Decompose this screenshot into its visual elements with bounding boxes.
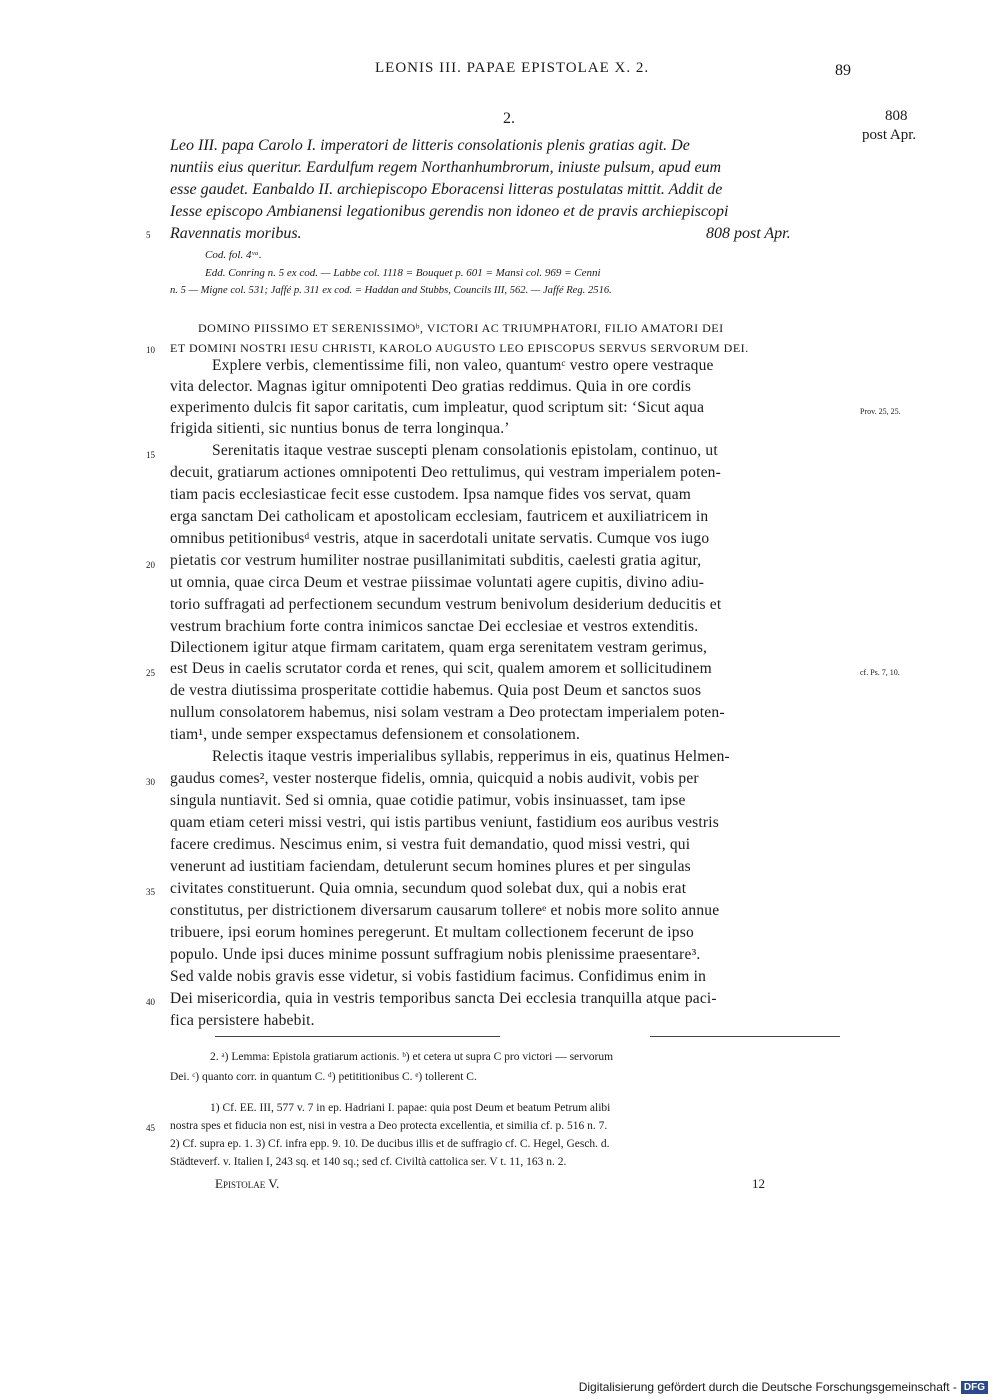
body-line: facere credimus. Nescimus enim, si vestra fuit demandatio, quod missi vestri, qui (170, 836, 691, 853)
running-header: LEONIS III. PAPAE EPISTOLAE X. 2. (375, 60, 650, 76)
body-line: Serenitatis itaque vestrae suscepti plenam consolationis epistolam, continuo, ut (212, 442, 718, 459)
footnote-line: 1) Cf. EE. III, 577 v. 7 in ep. Hadriani I. papae: quia post Deum et beatum Petrum alibi (210, 1102, 611, 1114)
body-line: Dilectionem igitur atque firmam caritatem, quam erga serenitatem vestram gerimus, (170, 639, 708, 656)
margin-reference: Prov. 25, 25. (860, 407, 901, 416)
body-line: experimento dulcis fit sapor caritatis, cum impleatur, quod scriptum sit: ‘Sicut aqua (170, 399, 705, 416)
body-line: singula nuntiavit. Sed si omnia, quae cotidie patimur, vobis insinuasset, tam ipse (170, 792, 686, 809)
body-line: fica persistere habebit. (170, 1012, 315, 1029)
body-line: civitates constituerunt. Quia omnia, secundum quod solebat dux, qui a nobis erat (170, 880, 687, 897)
line-number: 45 (146, 1123, 155, 1133)
body-line: pietatis cor vestrum humiliter nostrae pusillanimitati subditis, caelesti gratia agitur, (170, 552, 702, 569)
credit-text: Digitalisierung gefördert durch die Deutsche Forschungsgemeinschaft - (578, 1380, 957, 1394)
margin-year: 808 (885, 108, 908, 124)
footnote-line: nostra spes et fiducia non est, nisi in vestra a Deo protecta excellentia, et similia cf. p. 516 n. 7. (170, 1120, 608, 1132)
body-line: de vestra diutissima prosperitate cottidie habemus. Quia post Deum et sanctos suos (170, 682, 702, 699)
body-line: decuit, gratiarum actiones omnipotenti Deo rettulimus, qui vestram imperialem poten- (170, 464, 721, 481)
line-number: 15 (146, 450, 155, 460)
body-line: nullum consolatorem habemus, nisi solam vestram a Deo protectam imperialem poten- (170, 704, 725, 721)
body-line: ut omnia, quae circa Deum et vestrae piissimae voluntati agere cupitis, divino adiu- (170, 574, 705, 591)
line-number: 5 (146, 230, 151, 240)
body-line: tiam¹, unde semper exspectamus defensionem et consolationem. (170, 726, 581, 743)
lemma-line: Ravennatis moribus. (170, 225, 302, 242)
editions-line: Edd. Conring n. 5 ex cod. — Labbe col. 1118 = Bouquet p. 601 = Mansi col. 969 = Cenni (205, 267, 601, 279)
signature-gathering: 12 (752, 1176, 765, 1191)
line-number: 35 (146, 887, 155, 897)
body-line: tribuere, ipsi eorum homines peregerunt. Et multam collectionem fecerunt de ipso (170, 924, 694, 941)
body-line: omnibus petitionibusᵈ vestris, atque in sacerdotali unitate servatis. Cumque vos iugo (170, 530, 710, 547)
body-line: quam etiam ceteri missi vestri, qui istis partibus veniunt, fastidium eos auribus vestris (170, 814, 720, 831)
apparatus-line: 2. ᵃ) Lemma: Epistola gratiarum actionis. ᵇ) et cetera ut supra C pro victori — servorum (210, 1051, 614, 1063)
body-line: vestrum brachium forte contra inimicos sanctae Dei ecclesiae et vestros extenditis. (170, 618, 699, 635)
letter-number: 2. (503, 110, 515, 127)
body-line: torio suffragati ad perfectionem secundum vestrum benivolum desiderium deducitis et (170, 596, 722, 613)
body-line: est Deus in caelis scrutator corda et renes, qui scit, qualem amorem et sollicitudinem (170, 660, 712, 677)
lemma-line: nuntiis eius queritur. Eardulfum regem Northanhumbrorum, iniuste pulsum, apud eum (170, 159, 722, 176)
apparatus-line: Dei. ᶜ) quanto corr. in quantum C. ᵈ) petititionibus C. ᵉ) tollerent C. (170, 1071, 477, 1083)
footnote-line: Städteverf. v. Italien I, 243 sq. et 140 sq.; sed cf. Civiltà cattolica ser. V t. 11, 163 n. 2. (170, 1156, 567, 1168)
digitization-credit (579, 1380, 988, 1394)
codex-note: Cod. fol. 4ᵛᵃ. (205, 249, 262, 261)
address-line: ET DOMINI NOSTRI IESU CHRISTI, KAROLO AUGUSTO LEO EPISCOPUS SERVUS SERVORUM DEI. (170, 341, 749, 355)
body-line: Relectis itaque vestris imperialibus syllabis, repperimus in eis, quatinus Helmen- (212, 748, 730, 765)
body-line: erga sanctam Dei catholicam et apostolicam ecclesiam, fautricem et auxiliatricem in (170, 508, 709, 525)
line-number: 40 (146, 997, 155, 1007)
lemma-line: Leo III. papa Carolo I. imperatori de litteris consolationis plenis gratias agit. De (170, 137, 690, 154)
body-line: constitutus, per districtionem diversarum causarum tollereᵉ et nobis more solito annue (170, 902, 720, 919)
body-line: tiam pacis ecclesiasticae fecit esse custodem. Ipsa namque fides vos servat, quam (170, 486, 692, 503)
divider (650, 1036, 840, 1037)
lemma-line: Iesse episcopo Ambianensi legationibus gerendis non idoneo et de pravis archiepiscopi (170, 203, 729, 220)
editions-line: n. 5 — Migne col. 531; Jaffé p. 311 ex cod. = Haddan and Stubbs, Councils III, 562. — Jaffé Reg. 2516. (170, 285, 612, 296)
body-line: Dei misericordia, quia in vestris temporibus sancta Dei ecclesia tranquilla atque paci- (170, 990, 717, 1007)
body-line: Explere verbis, clementissime fili, non valeo, quantumᶜ vestro opere vestraque (212, 357, 714, 374)
lemma-line: esse gaudet. Eanbaldo II. archiepiscopo Eboracensi litteras postulatas mittit. Addit de (170, 181, 723, 198)
divider (215, 1036, 500, 1037)
body-line: Sed valde nobis gravis esse videtur, si vobis fastidium facimus. Confidimus enim in (170, 968, 707, 985)
line-number: 30 (146, 777, 155, 787)
body-line: gaudus comes², vester nosterque fidelis, omnia, quicquid a nobis audivit, vobis per (170, 770, 699, 787)
body-line: frigida sitienti, sic nuntius bonus de terra longinqua.’ (170, 420, 510, 437)
page-number: 89 (835, 62, 851, 79)
line-number: 20 (146, 560, 155, 570)
lemma-date: 808 post Apr. (706, 225, 791, 242)
address-line: DOMINO PIISSIMO ET SERENISSIMOᵇ, VICTORI AC TRIUMPHATORI, FILIO AMATORI DEI (198, 321, 724, 335)
margin-date-note: post Apr. (862, 127, 917, 143)
body-line: vita delector. Magnas igitur omnipotenti Deo gratias reddimus. Quia in ore cordis (170, 378, 692, 395)
body-line: venerunt ad iustitiam faciendam, detulerunt secum homines plures et per singulas (170, 858, 691, 875)
margin-reference: cf. Ps. 7, 10. (860, 668, 900, 677)
signature-series: Epistolae V. (215, 1176, 280, 1191)
line-number: 25 (146, 668, 155, 678)
footnote-line: 2) Cf. supra ep. 1. 3) Cf. infra epp. 9. 10. De ducibus illis et de suffragio cf. C. Hegel, Gesch. d. (170, 1138, 610, 1150)
body-line: populo. Unde ipsi duces minime possunt suffragium nobis plenissime praesentare³. (170, 946, 701, 963)
line-number: 10 (146, 345, 155, 355)
dfg-logo-icon: DFG (961, 1381, 988, 1394)
